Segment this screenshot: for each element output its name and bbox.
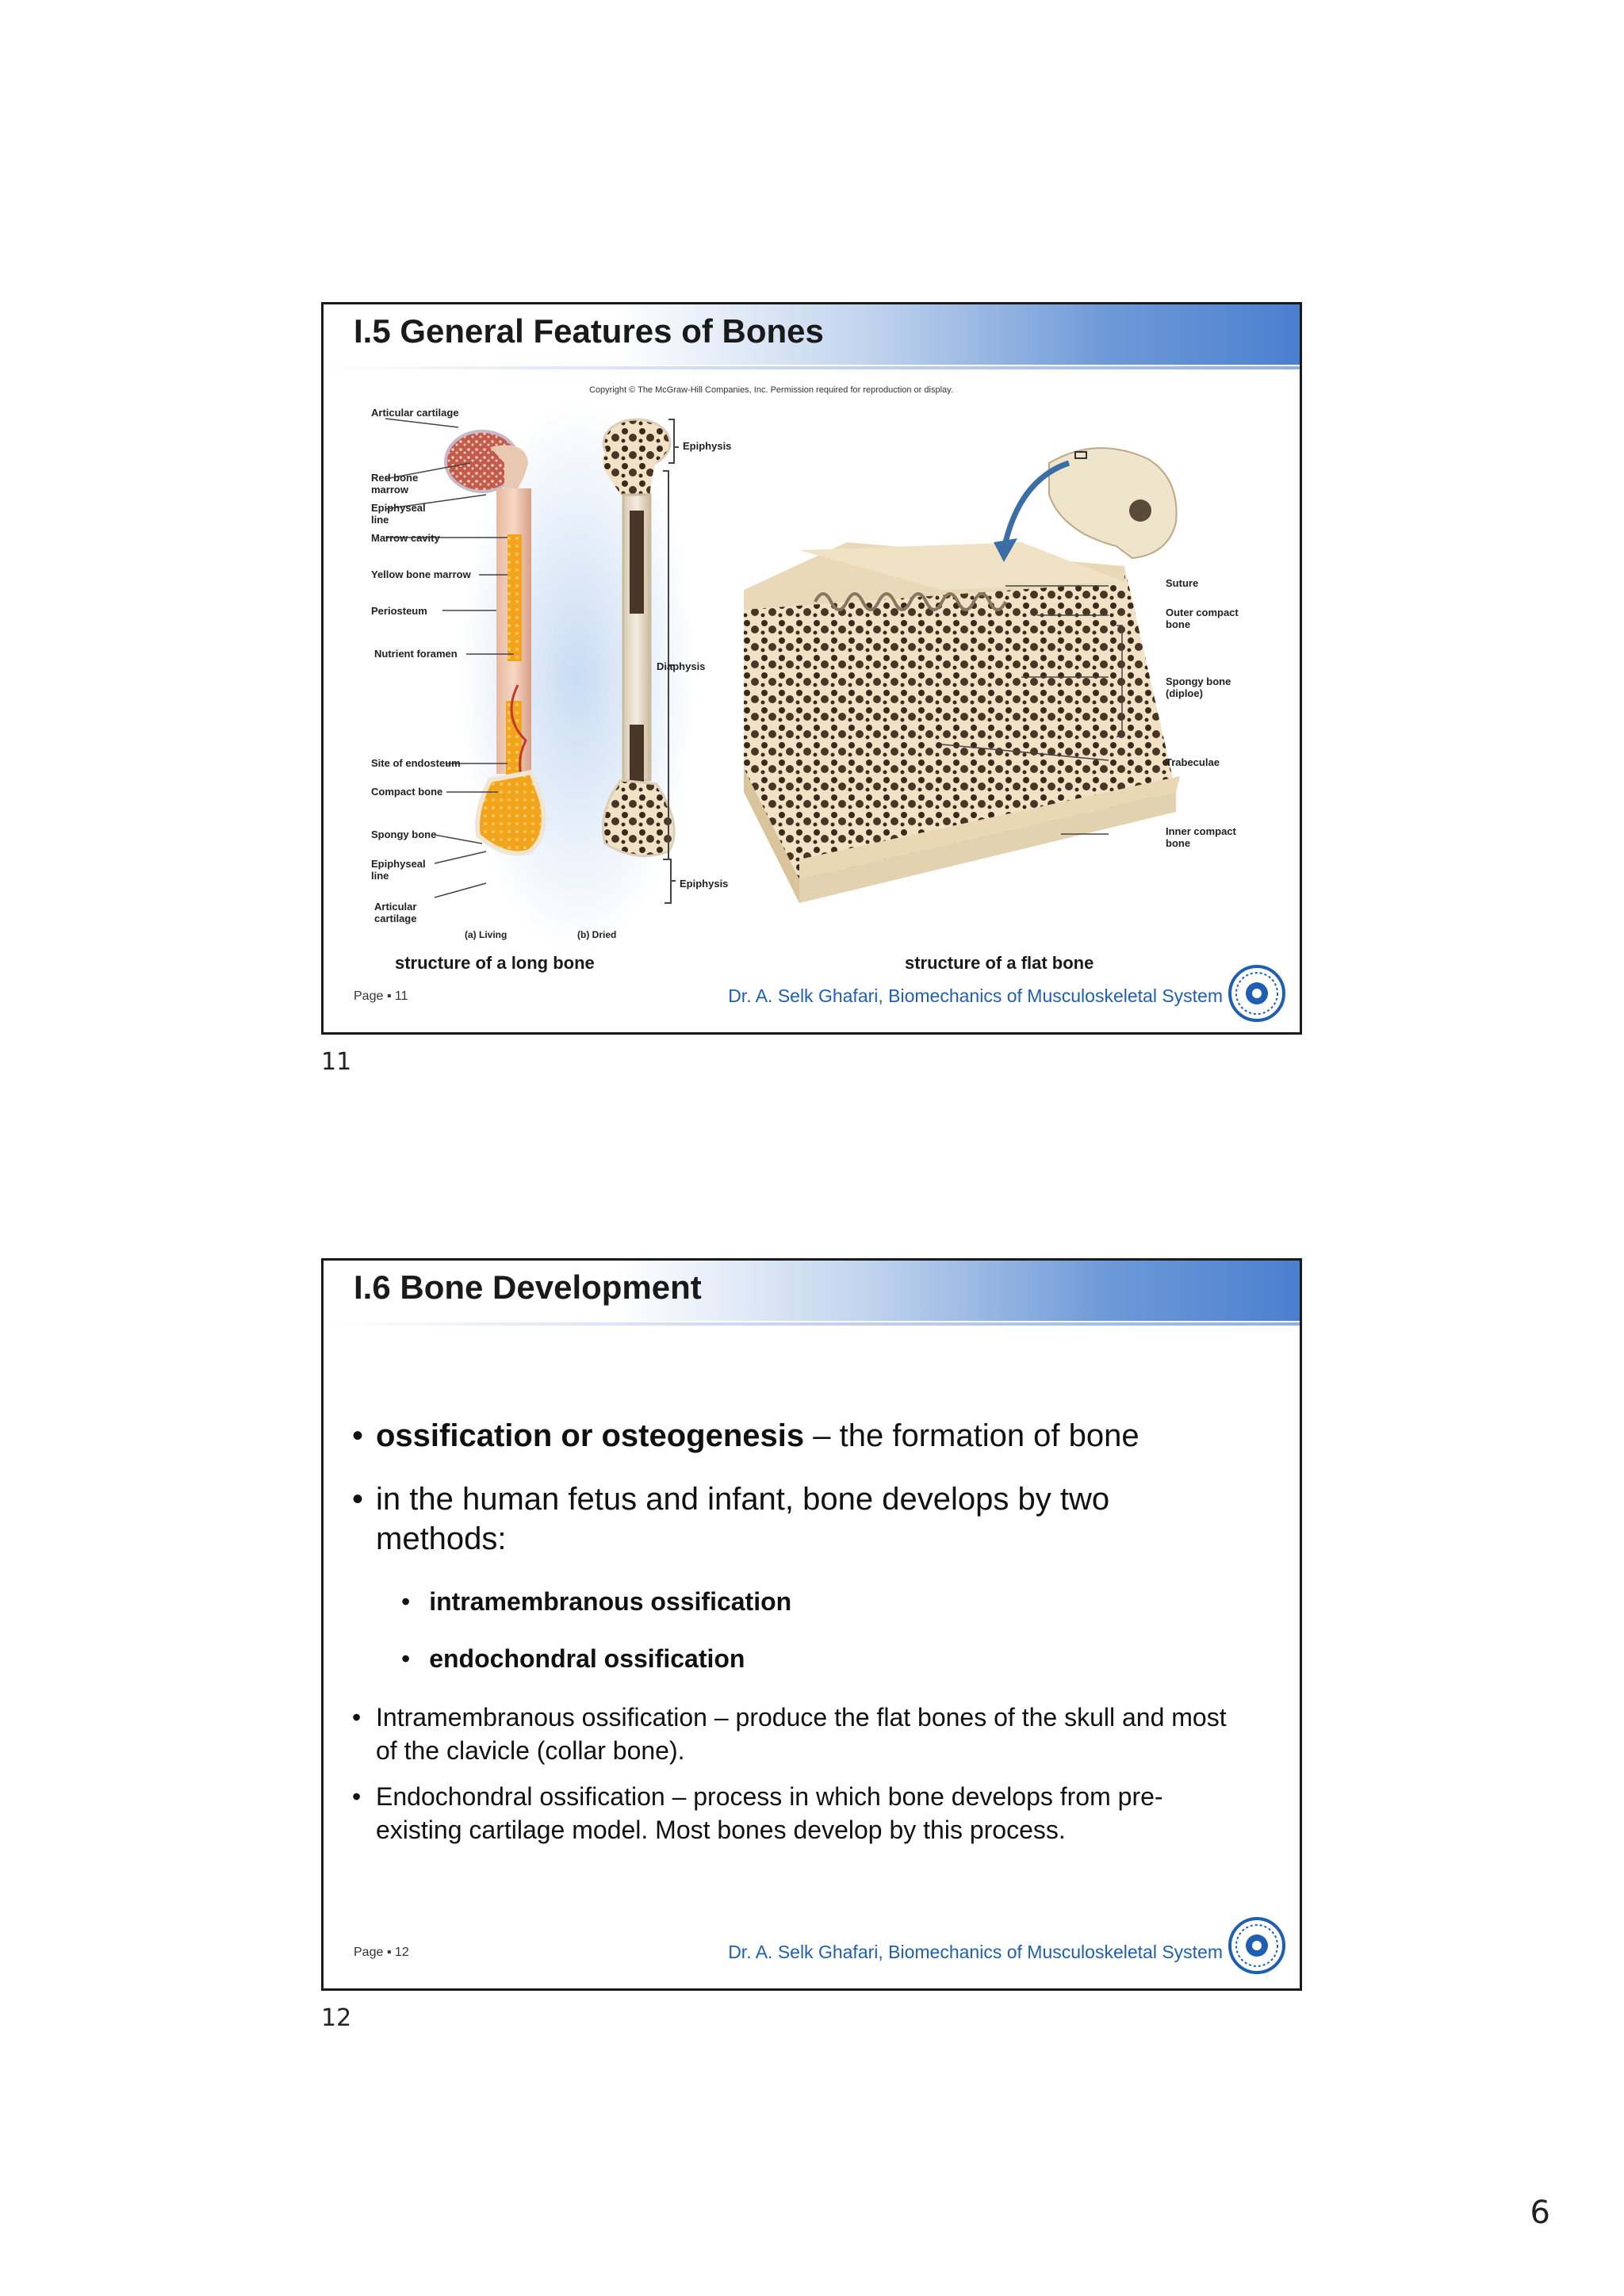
label-yellow-bone-marrow: Yellow bone marrow [371, 568, 471, 580]
slide-bone-development [321, 1258, 1302, 1991]
bullet-text: Endochondral ossification – process in which bone develops from pre-existing cartilage model. Most bones develop by this process. [376, 1782, 1163, 1844]
label-dried: (b) Dried [577, 929, 617, 940]
bullet-fetus-methods [352, 1479, 1208, 1559]
label-red-bone-marrow: Red bone marrow [371, 472, 419, 496]
bone-illustration [324, 304, 1302, 1035]
bullet-term: ossification or osteogenesis [376, 1418, 805, 1453]
slide-number: 11 [321, 1048, 352, 1076]
label-inner-compact-bone: Inner compact bone [1166, 825, 1236, 849]
label-spongy-bone: Spongy bone [371, 828, 437, 840]
label-epiphysis-bottom: Epiphysis [680, 878, 729, 890]
bullet-text: Intramembranous ossification – produce the flat bones of the skull and most of the clavicle (collar bone). [376, 1703, 1227, 1765]
label-spongy-bone-diploe: Spongy bone (diploe) [1166, 675, 1231, 699]
label-compact-bone: Compact bone [371, 786, 443, 798]
sub-bullet-text: endochondral ossification [429, 1644, 745, 1673]
label-marrow-cavity: Marrow cavity [371, 532, 440, 544]
label-living: (a) Living [465, 929, 508, 940]
label-epiphyseal-line-bottom: Epiphyseal line [371, 858, 426, 882]
sub-bullet-intramembranous: • intramembranous ossification [401, 1587, 792, 1616]
bullet-intramembranous-detail: • Intramembranous ossification – produce the flat bones of the skull and most of the clavicle (collar bone). [352, 1701, 1240, 1767]
caption-long-bone: structure of a long bone [395, 953, 595, 973]
university-logo [1228, 1917, 1285, 1974]
slide-page-label: Page ▪ 12 [354, 1946, 409, 1959]
document-page-number: 6 [1530, 2195, 1550, 2231]
label-diaphysis: Diaphysis [657, 660, 706, 672]
label-nutrient-foramen: Nutrient foramen [374, 648, 458, 660]
slide-number: 12 [321, 2004, 352, 2032]
slide-credit: Dr. A. Selk Ghafari, Biomechanics of Musculoskeletal System [728, 1942, 1223, 1962]
bullet-ossification [352, 1416, 1240, 1456]
bullet-endochondral-detail: • Endochondral ossification – process in which bone develops from pre-existing cartilage model. Most bones develop by this process. [352, 1780, 1240, 1846]
slide-general-features [321, 302, 1302, 1035]
flat-bone [744, 448, 1180, 903]
bullet-definition: – the formation of bone [804, 1418, 1139, 1453]
label-outer-compact-bone: Outer compact bone [1166, 607, 1239, 630]
label-articular-cartilage-top: Articular cartilage [371, 407, 459, 419]
slide-title: I.6 Bone Development [354, 1269, 702, 1306]
slide-page-label: Page ▪ 11 [354, 989, 408, 1003]
caption-flat-bone: structure of a flat bone [905, 953, 1094, 973]
bullet-text: in the human fetus and infant, bone develops by two methods: [376, 1482, 1110, 1556]
label-epiphysis-top: Epiphysis [683, 440, 732, 452]
sub-bullet-endochondral: • endochondral ossification [401, 1644, 745, 1673]
label-trabeculae: Trabeculae [1166, 756, 1220, 768]
university-logo [1230, 966, 1284, 1020]
label-suture: Suture [1166, 577, 1199, 589]
label-articular-cartilage-bottom: Articular cartilage [374, 901, 417, 924]
bullet-dot: • [352, 1418, 364, 1453]
label-periosteum: Periosteum [371, 605, 427, 617]
bullet-dot: • [352, 1482, 364, 1517]
label-site-of-endosteum: Site of endosteum [371, 757, 461, 769]
title-bar [324, 1261, 1300, 1321]
label-epiphyseal-line-top: Epiphyseal line [371, 502, 426, 526]
copyright-notice: Copyright © The McGraw-Hill Companies, Inc. Permission required for reproduction or display. [589, 385, 953, 395]
slide-credit: Dr. A. Selk Ghafari, Biomechanics of Musculoskeletal System [728, 985, 1223, 1006]
sub-bullet-text: intramembranous ossification [429, 1587, 792, 1616]
slide-title: I.5 General Features of Bones [354, 312, 824, 350]
